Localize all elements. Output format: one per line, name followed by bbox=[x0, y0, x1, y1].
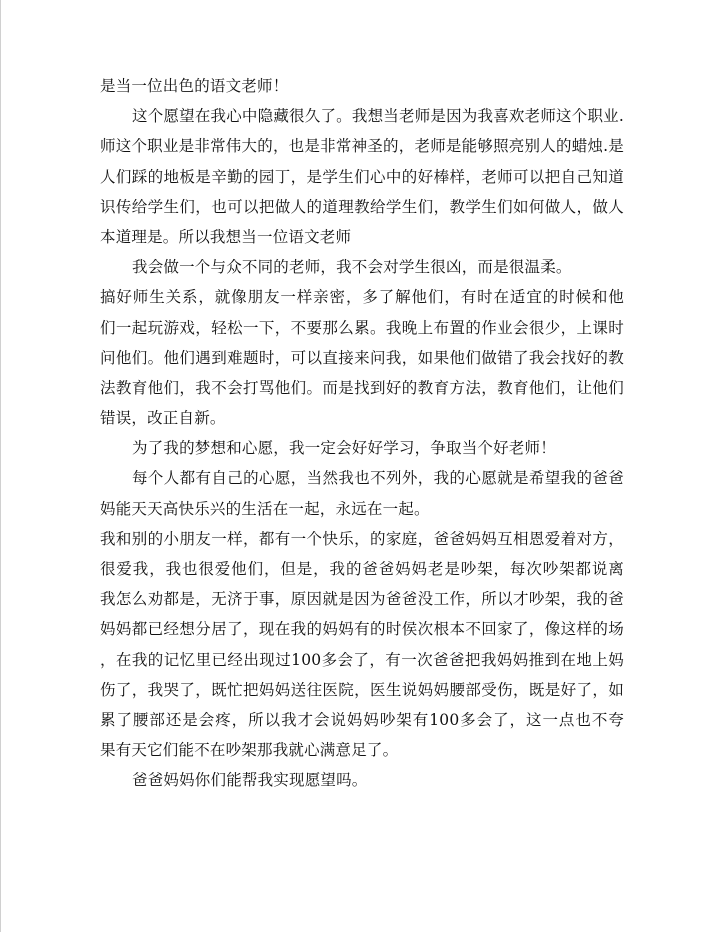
text-line: 累了腰部还是会疼，所以我才会说妈妈吵架有100多会了，这一点也不夸 bbox=[100, 710, 624, 729]
text-line: 搞好师生关系，就像朋友一样亲密，多了解他们，有时在适宜的时候和他 bbox=[100, 288, 624, 307]
text-line: 这个愿望在我心中隐藏很久了。我想当老师是因为我喜欢老师这个职业. bbox=[132, 107, 624, 126]
document-body bbox=[100, 71, 624, 796]
text-line: 人们踩的地板是辛勤的园丁，是学生们心中的好棒样，老师可以把自己知道 bbox=[100, 167, 624, 186]
text-line: 我怎么劝都是，无济于事，原因就是因为爸爸没工作，所以才吵架，我的爸 bbox=[100, 590, 624, 609]
text-line: 妈妈都已经想分居了，现在我的妈妈有的时侯次根本不回家了，像这样的场 bbox=[100, 620, 624, 639]
text-line: 每个人都有自己的心愿，当然我也不列外，我的心愿就是希望我的爸爸 bbox=[132, 469, 624, 488]
text-line: 问他们。他们遇到难题时，可以直接来问我，如果他们做错了我会找好的教 bbox=[100, 348, 624, 367]
text-line: 爸爸妈妈你们能帮我实现愿望吗。 bbox=[132, 771, 368, 790]
text-line: 法教育他们，我不会打骂他们。而是找到好的教育方法，教育他们，让他们 bbox=[100, 378, 624, 397]
text-line: 妈能天天高快乐兴的生活在一起，永远在一起。 bbox=[100, 499, 430, 518]
text-line: 是当一位出色的语文老师！ bbox=[100, 77, 289, 95]
text-line: 师这个职业是非常伟大的，也是非常神圣的，老师是能够照亮别人的蜡烛.是 bbox=[100, 137, 624, 156]
text-line: ，在我的记忆里已经出现过100多会了，有一次爸爸把我妈妈推到在地上妈 bbox=[100, 650, 624, 669]
text-line: 为了我的梦想和心愿，我一定会好好学习，争取当个好老师！ bbox=[132, 439, 556, 458]
text-line: 很爱我，我也很爱他们，但是，我的爸爸妈妈老是吵架，每次吵架都说离 bbox=[100, 560, 624, 578]
text-line: 果有天它们能不在吵架那我就心满意足了。 bbox=[100, 741, 399, 760]
text-line: 伤了，我哭了，既忙把妈妈送往医院，医生说妈妈腰部受伤，既是好了，如 bbox=[100, 680, 624, 699]
text-line: 我会做一个与众不同的老师，我不会对学生很凶，而是很温柔。 bbox=[132, 258, 572, 277]
text-line: 们一起玩游戏，轻松一下，不要那么累。我晚上布置的作业会很少，上课时 bbox=[100, 318, 624, 337]
text-line: 我和别的小朋友一样，都有一个快乐，的家庭，爸爸妈妈互相恩爱着对方， bbox=[100, 529, 624, 548]
text-line: 本道理是。所以我想当一位语文老师 bbox=[100, 227, 352, 246]
text-line: 错误，改正自新。 bbox=[100, 409, 226, 428]
text-line: 识传给学生们，也可以把做人的道理教给学生们，教学生们如何做人，做人 bbox=[100, 197, 624, 216]
